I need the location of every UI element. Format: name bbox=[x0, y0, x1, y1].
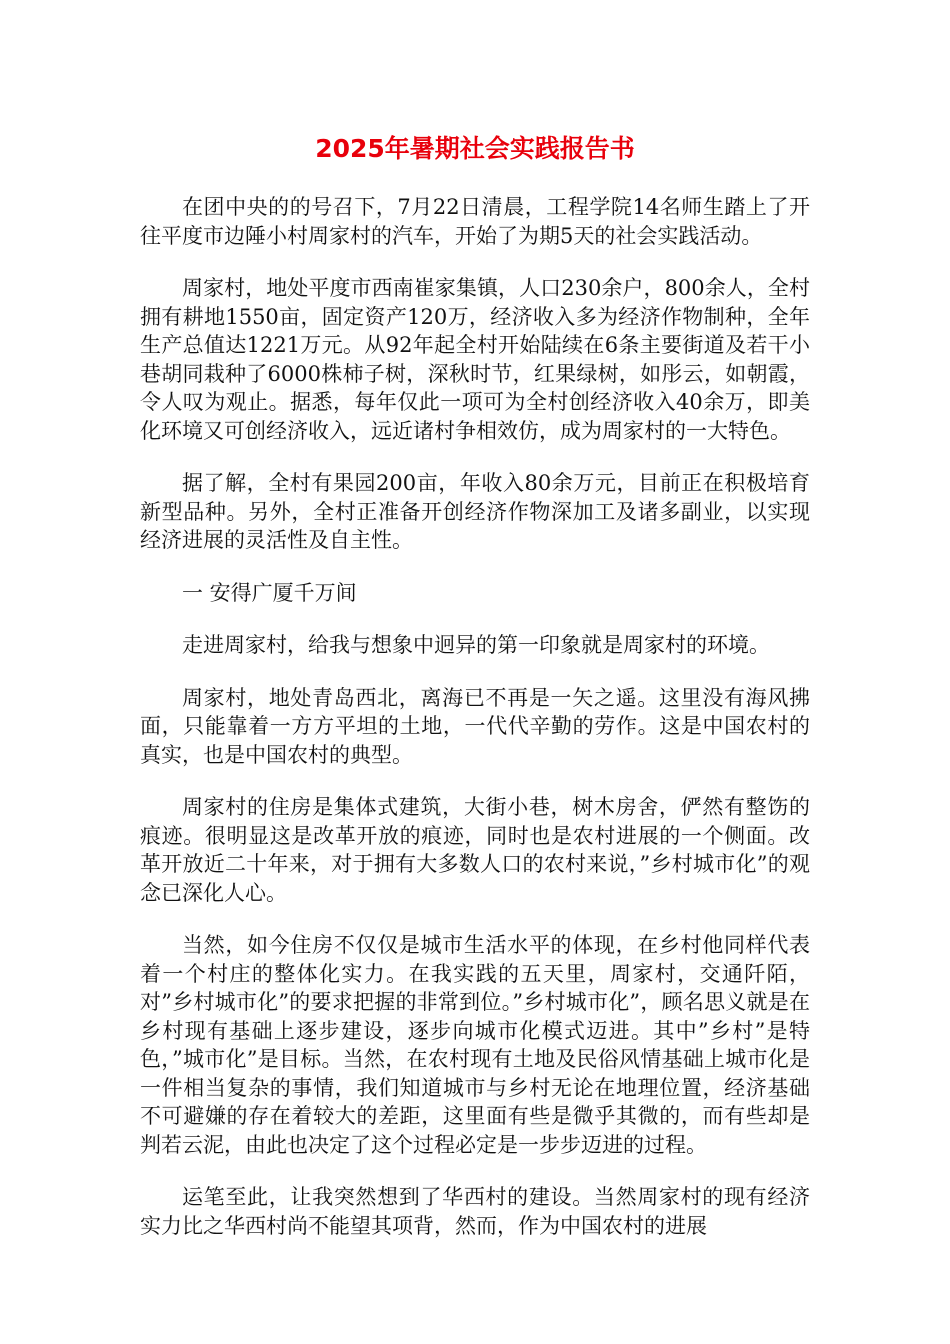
paragraph-location: 周家村，地处青岛西北，离海已不再是一矢之遥。这里没有海风拂面，只能靠着一方方平坦的土地，一代代辛勤的劳作。这是中国农村的真实，也是中国农村的典型。 bbox=[140, 685, 810, 767]
paragraph-housing: 周家村的住房是集体式建筑，大街小巷，树木房舍，俨然有整饬的痕迹。很明显这是改革开放的痕迹，同时也是农村进展的一个侧面。改革开放近二十年来，对于拥有大多数人口的农村来说，”乡村城市化”的观念已深化人心。 bbox=[140, 795, 810, 905]
paragraph-first-impression: 走进周家村，给我与想象中迥异的第一印象就是周家村的环境。 bbox=[182, 633, 770, 657]
paragraph-orchard: 据了解，全村有果园200亩，年收入80余万元，目前正在积极培育新型品种。另外，全村正准备开创经济作物深加工及诸多副业，以实现经济进展的灵活性及自主性。 bbox=[140, 471, 810, 552]
paragraph-huaxi: 运笔至此，让我突然想到了华西村的建设。当然周家村的现有经济实力比之华西村尚不能望其项背，然而，作为中国农村的进展 bbox=[140, 1185, 810, 1238]
paragraph-urbanization: 当然，如今住房不仅仅是城市生活水平的体现，在乡村他同样代表着一个村庄的整体化实力。在我实践的五天里，周家村，交通阡陌，对”乡村城市化”的要求把握的非常到位。”乡村城市化”，顾名思义就是在乡村现有基础上逐步建设，逐步向城市化模式迈进。其中”乡村”是特色，”城市化”是目标。当然，在农村现有土地及民俗风情基础上城市化是一件相当复杂的事情，我们知道城市与乡村无论在地理位置，经济基础不可避嫌的存在着较大的差距，这里面有些是微乎其微的，而有些却是判若云泥，由此也决定了这个过程必定是一步步迈进的过程。 bbox=[140, 933, 810, 1157]
document-body bbox=[140, 193, 810, 1264]
document-title: 2025年暑期社会实践报告书 bbox=[315, 134, 635, 163]
paragraph-village-overview: 周家村，地处平度市西南崔家集镇，人口230余户，800余人，全村拥有耕地1550亩，固定资产120万，经济收入多为经济作物制种，全年生产总值达1221万元。从92年起全村开始陆续在6条主要街道及若干小巷胡同栽种了6000株柿子树，深秋时节，红果绿树，如彤云，如朝霞，令人叹为观止。据悉，每年仅此一项可为全村创经济收入40余万，即美化环境又可创经济收入，远近诸村争相效仿，成为周家村的一大特色。 bbox=[140, 276, 810, 443]
section-heading-housing: 一 安得广厦千万间 bbox=[182, 580, 357, 605]
paragraph-intro: 在团中央的的号召下，7月22日清晨，工程学院14名师生踏上了开往平度市边陲小村周家村的汽车，开始了为期5天的社会实践活动。 bbox=[140, 195, 810, 248]
